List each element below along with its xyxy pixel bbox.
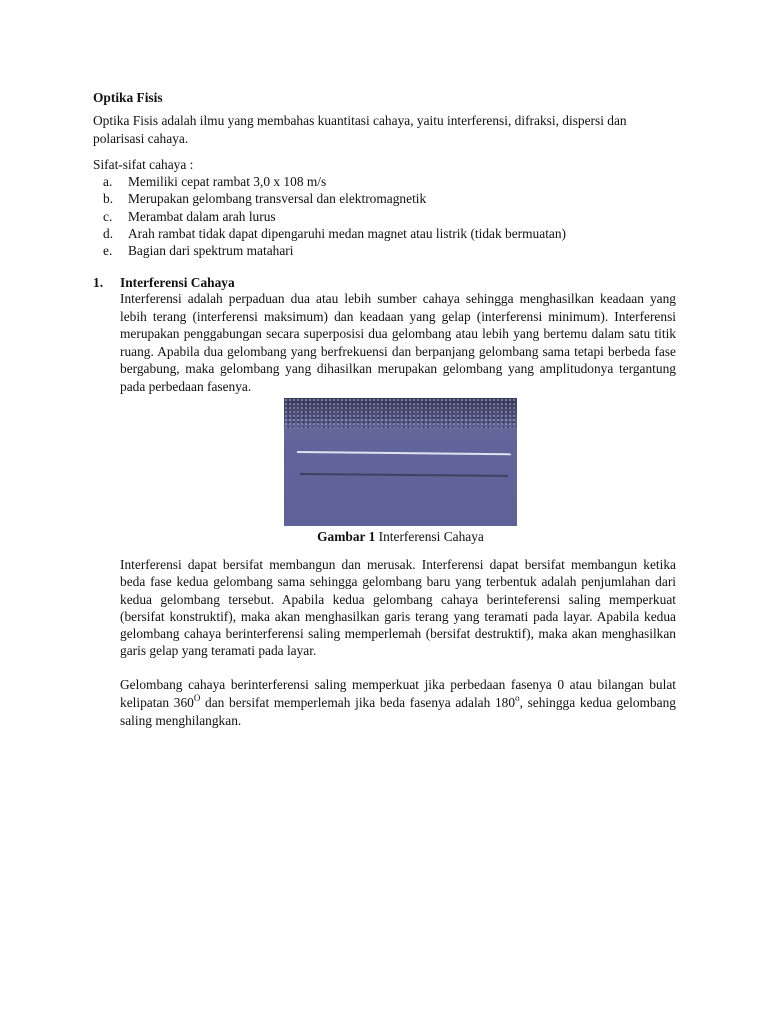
section-number: 1. [93,275,104,290]
figure-caption [284,528,517,545]
section-heading [93,274,676,291]
list-item-text: Bagian dari spektrum matahari [128,243,294,259]
list-item [93,173,676,190]
sifat-list [93,173,676,259]
list-item-text: Merambat dalam arah lurus [128,208,276,224]
list-marker: c. [103,208,113,224]
list-marker: a. [103,174,113,189]
list-item-text: Merupakan gelombang transversal dan elektromagnetik [128,191,427,207]
sifat-heading: Sifat-sifat cahaya : [93,157,194,172]
list-marker: d. [103,225,114,241]
list-item-text: Memiliki cepat rambat 3,0 x 108 m/s [128,174,327,189]
interference-paragraph-1: Interferensi adalah perpaduan dua atau lebih sumber cahaya sehingga menghasilkan keadaan yang lebih terang (interferensi maksimum) dan keadaan yang gelap (interferensi minimum). Interferensi merupakan penggabungan secara superposisi dua gelombang atau lebih yang bertemu dalam satu titik ruang. Apabila dua gelombang yang berfrekuensi dan berpanjang gelombang sama tetapi berbeda fase bergabung, maka gelombang yang dihasilkan merupakan gelombang yang amplitudonya tergantung pada perbedaan fasenya. [120,291,676,394]
list-item [93,190,676,207]
figure-bright-fringe [297,451,511,455]
degree-superscript-1: O [193,692,201,703]
list-item-text: Arah rambat tidak dapat dipengaruhi medan magnet atau listrik (tidak bermuatan) [128,225,567,241]
list-item [93,242,676,259]
figure-caption-text: Interferensi Cahaya [375,529,484,544]
intro-paragraph: Optika Fisis adalah ilmu yang membahas kuantitasi cahaya, yaitu interferensi, difraksi, dispersi dan polarisasi cahaya. [93,113,627,146]
paragraph3-part3: , sehingga kedua gelombang saling menghilangkan. [120,694,676,728]
paragraph3-part1: Gelombang cahaya berinterferensi saling memperkuat jika perbedaan fasenya 0 atau bilangan bulat kelipatan 360 [120,677,676,710]
list-item [93,208,676,225]
list-item [93,225,676,242]
interference-paragraph-3 [120,676,676,729]
section-title: Interferensi Cahaya [120,275,235,290]
paragraph3-part2: dan bersifat memperlemah jika beda fasenya adalah 180 [200,694,516,710]
degree-superscript-2: o [515,692,520,703]
list-marker: e. [103,243,113,259]
interference-figure-image [284,398,517,526]
figure-caption-label: Gambar 1 [317,529,376,544]
interference-paragraph-2: Interferensi dapat bersifat membangun dan merusak. Interferensi dapat bersifat membangun ketika beda fase kedua gelombang sama sehingga gelombang baru yang terbentuk adalah penjumlahan dari kedua gelombang tersebut. Apabila kedua gelombang cahaya berinteferensi saling memperkuat (bersifat konstruktif), maka akan menghasilkan garis terang yang teramati pada layar. Apabila kedua gelombang cahaya berinterferensi saling memperlemah (bersifat destruktif), maka akan menghasilkan garis gelap yang teramati pada layar. [120,557,676,659]
document-title: Optika Fisis [93,90,163,105]
figure-dark-fringe [300,473,508,476]
figure-speckle-band [284,398,517,428]
list-marker: b. [103,191,114,207]
